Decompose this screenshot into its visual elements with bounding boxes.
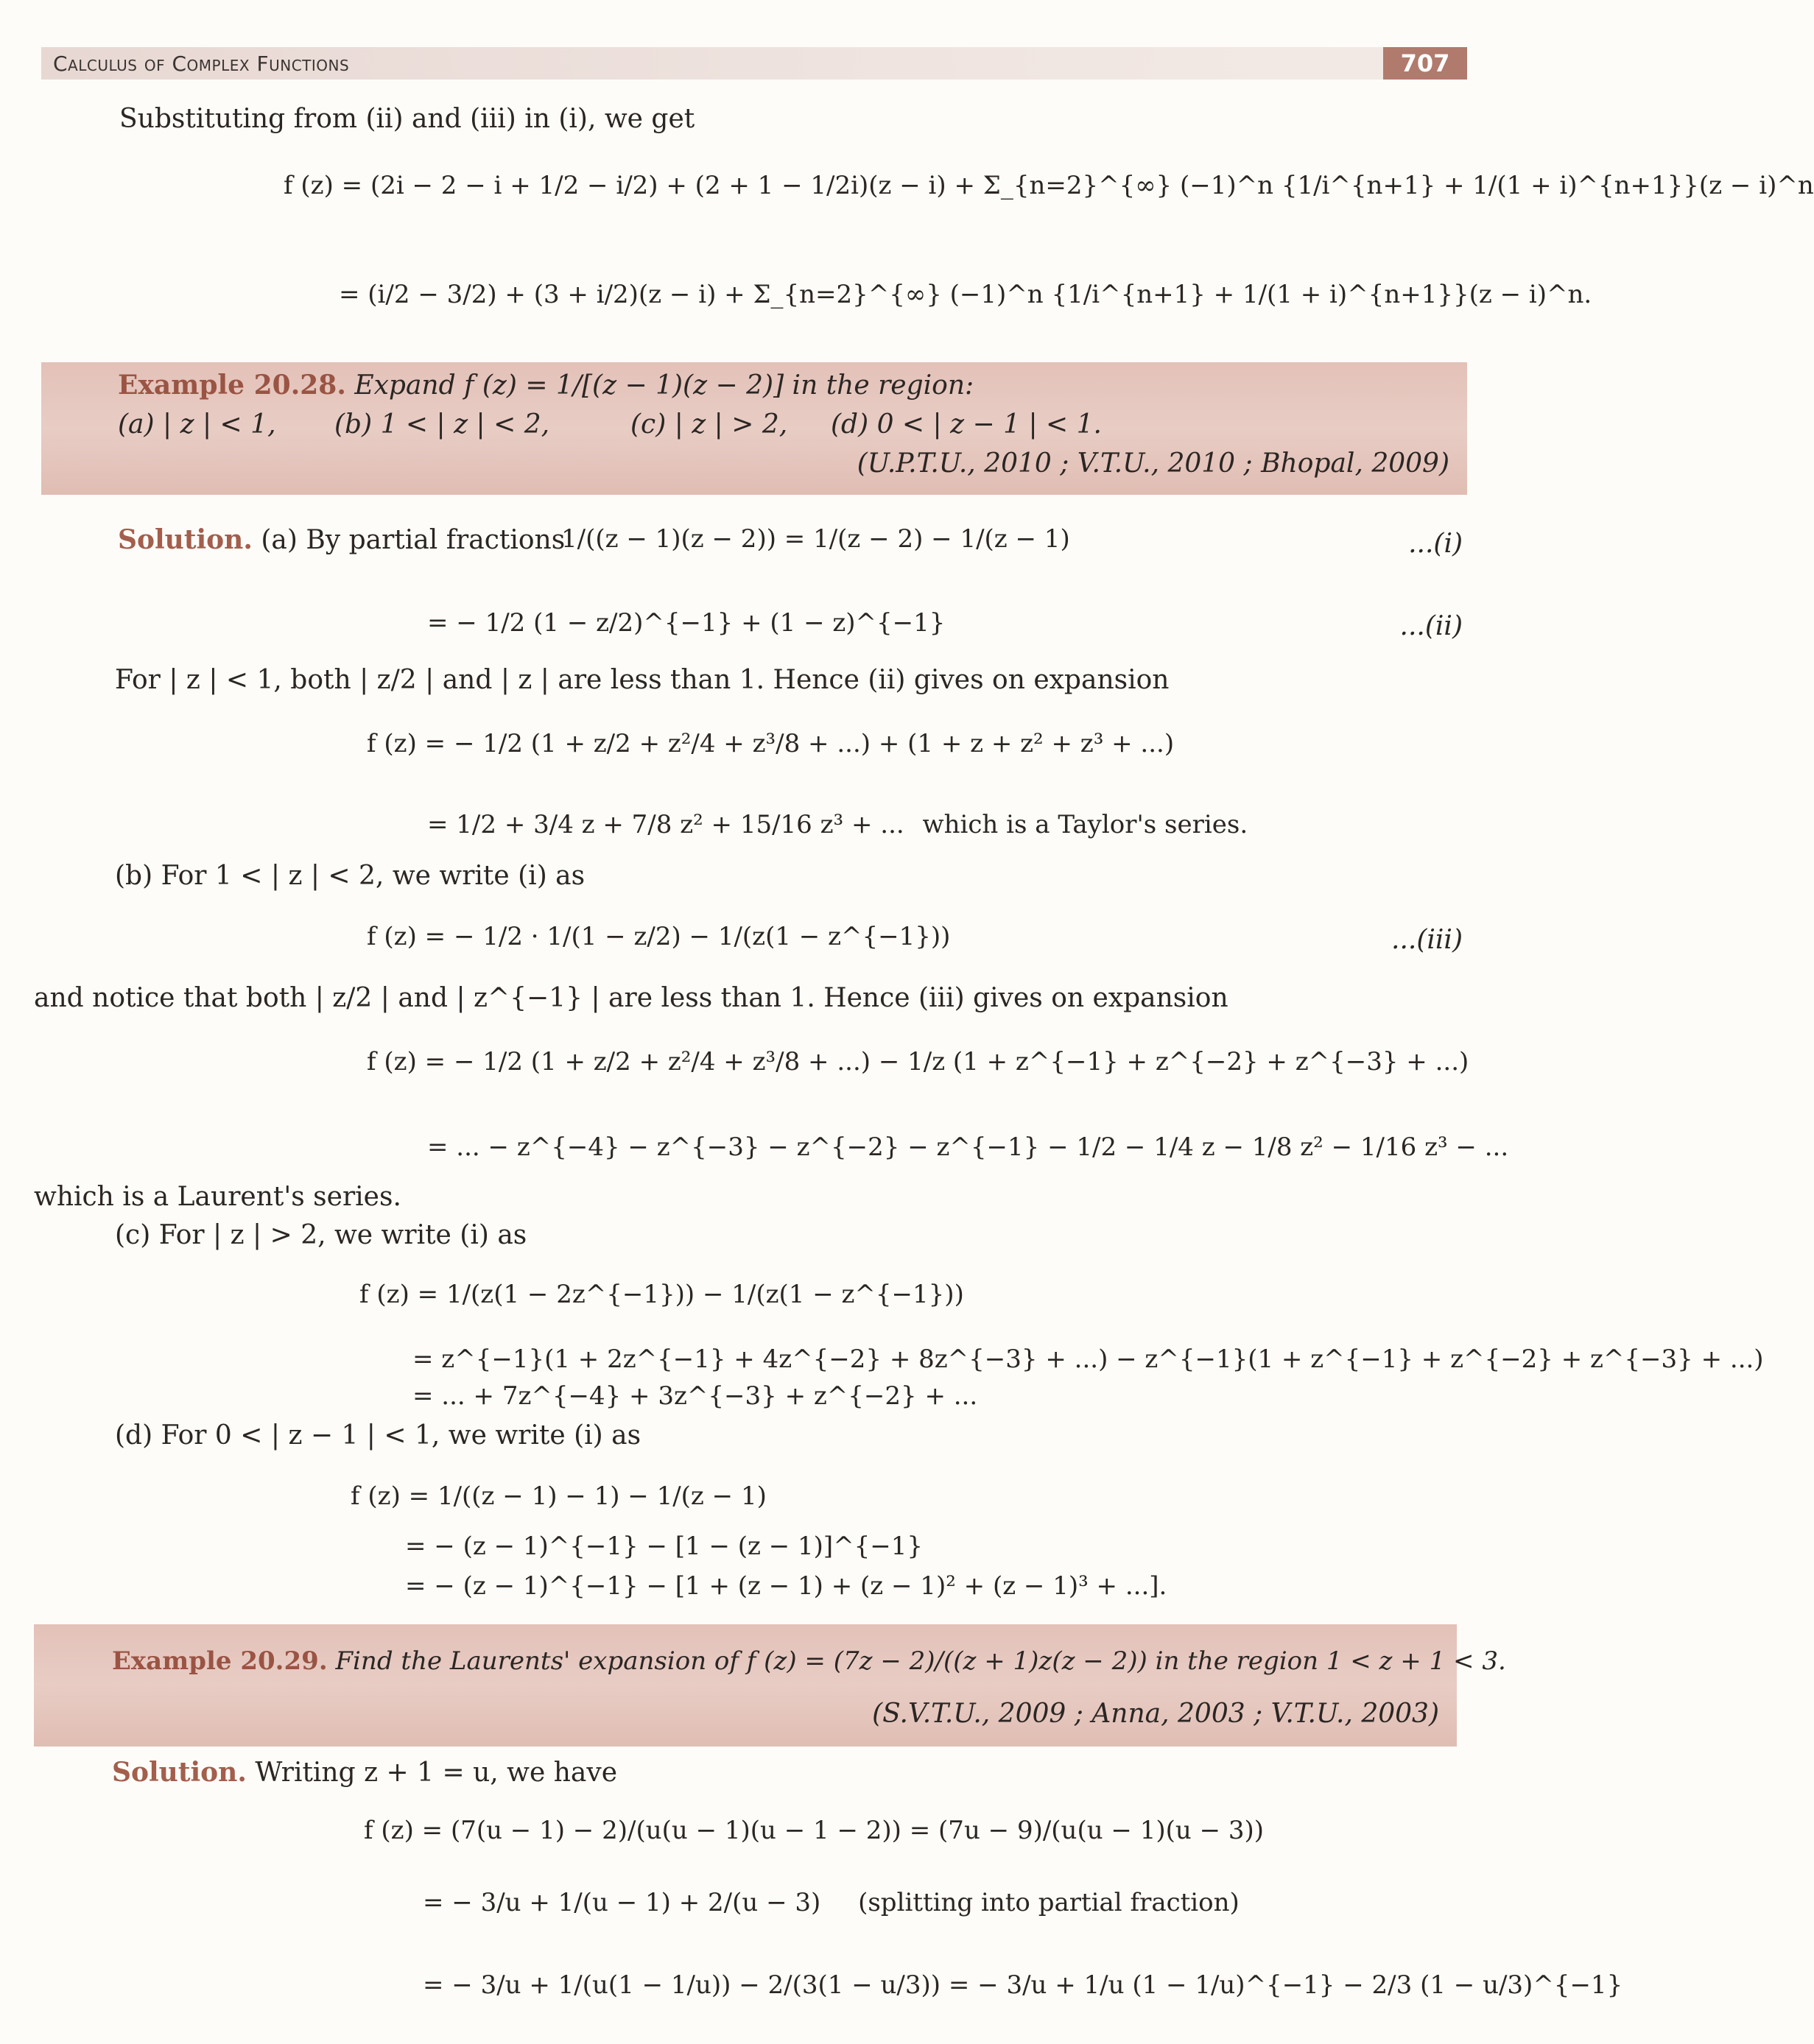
example-20-28-source: (U.P.T.U., 2010 ; V.T.U., 2010 ; Bhopal, 2009) xyxy=(857,448,1449,479)
part-a-series: = 1/2 + 3/4 z + 7/8 z² + 15/16 z³ + ... xyxy=(427,810,904,839)
part-a-condition: For | z | < 1, both | z/2 | and | z | are less than 1. Hence (ii) gives on expansion xyxy=(115,665,1170,695)
intro-text: Substituting from (ii) and (iii) in (i), we get xyxy=(119,104,695,134)
part-a-equation-1: f (z) = − 1/2 (1 + z/2 + z²/4 + z³/8 + ...) + (1 + z + z² + z³ + ...) xyxy=(367,729,1175,758)
part-d-equation-3: = − (z − 1)^{−1} − [1 + (z − 1) + (z − 1)² + (z − 1)³ + ...]. xyxy=(405,1571,1167,1601)
part-b-equation-1: f (z) = − 1/2 (1 + z/2 + z²/4 + z³/8 + ...) − 1/z (1 + z^{−1} + z^{−2} + z^{−3} + ...) xyxy=(367,1047,1469,1076)
part-b-condition: and notice that both | z/2 | and | z^{−1} | are less than 1. Hence (iii) gives on expansion xyxy=(34,983,1228,1013)
example-20-28-part-b: (b) 1 < | z | < 2, xyxy=(334,409,550,440)
equation-tag-ii: ...(ii) xyxy=(1399,611,1463,641)
partial-fraction-equation: = − 3/u + 1/(u − 1) + 2/(u − 3) xyxy=(423,1888,821,1917)
page-number: 707 xyxy=(1383,47,1467,80)
equation-tag-i: ...(i) xyxy=(1408,529,1463,559)
intro-equation-1: f (z) = (2i − 2 − i + 1/2 − i/2) + (2 + 1 − 1/2i)(z − i) + Σ_{n=2}^{∞} (−1)^n {1/i^{n+1} + 1/(1 + i)^{n+1}}(z − i)^n xyxy=(284,171,1814,200)
solution-2029-equation-2 xyxy=(423,1888,1240,1918)
example-20-29-statement: Find the Laurents' expansion of f (z) = (7z − 2)/((z + 1)z(z − 2)) in the region 1 < z + 1 < 3. xyxy=(335,1646,1506,1676)
example-20-28-part-d: (d) 0 < | z − 1 | < 1. xyxy=(831,409,1102,440)
solution-2029-label: Solution. xyxy=(112,1757,247,1788)
part-d-equation-1: f (z) = 1/((z − 1) − 1) − 1/(z − 1) xyxy=(351,1481,767,1511)
example-20-28-part-a: (a) | z | < 1, xyxy=(118,409,276,440)
part-c-equation-2: = z^{−1}(1 + 2z^{−1} + 4z^{−2} + 8z^{−3} + ...) − z^{−1}(1 + z^{−1} + z^{−2} + z^{−3} + ...) xyxy=(412,1345,1764,1374)
part-b-intro: (b) For 1 < | z | < 2, we write (i) as xyxy=(115,861,586,891)
equation-tag-iii: ...(iii) xyxy=(1391,925,1463,955)
example-20-28-box xyxy=(41,362,1467,495)
example-20-29-title: Example 20.29. xyxy=(112,1646,328,1676)
part-d-intro: (d) For 0 < | z − 1 | < 1, we write (i) as xyxy=(115,1420,641,1451)
running-header xyxy=(41,47,1467,80)
part-b-equation-2: = ... − z^{−4} − z^{−3} − z^{−2} − z^{−1} − 1/2 − 1/4 z − 1/8 z² − 1/16 z³ − ... xyxy=(427,1132,1509,1162)
chapter-title: Calculus of Complex Functions xyxy=(53,52,350,76)
equation-i: 1/((z − 1)(z − 2)) = 1/(z − 2) − 1/(z − 1) xyxy=(561,524,1070,554)
partial-fraction-note: (splitting into partial fraction) xyxy=(858,1888,1240,1917)
solution-a-text: (a) By partial fractions xyxy=(261,525,566,555)
part-b-equation: f (z) = − 1/2 · 1/(1 − z/2) − 1/(z(1 − z^{−1})) xyxy=(367,922,951,951)
solution-label: Solution. xyxy=(118,524,253,555)
example-20-28-statement: Expand f (z) = 1/[(z − 1)(z − 2)] in the region: xyxy=(354,370,974,401)
part-c-equation-1: f (z) = 1/(z(1 − 2z^{−1})) − 1/(z(1 − z^{−1})) xyxy=(359,1280,964,1309)
example-20-29-source: (S.V.T.U., 2009 ; Anna, 2003 ; V.T.U., 2003) xyxy=(872,1699,1439,1729)
solution-2029-equation-3: = − 3/u + 1/(u(1 − 1/u)) − 2/(3(1 − u/3)) = − 3/u + 1/u (1 − 1/u)^{−1} − 2/3 (1 − u/3)^{−1} xyxy=(423,1970,1623,2000)
example-20-28-heading xyxy=(118,370,974,401)
part-c-intro: (c) For | z | > 2, we write (i) as xyxy=(115,1220,527,1250)
part-a-series-note: which is a Taylor's series. xyxy=(922,810,1248,839)
example-20-28-part-c: (c) | z | > 2, xyxy=(630,409,788,440)
solution-2029-equation-1: f (z) = (7(u − 1) − 2)/(u(u − 1)(u − 1 − 2)) = (7u − 9)/(u(u − 1)(u − 3)) xyxy=(364,1816,1265,1845)
solution-a-intro xyxy=(118,524,565,556)
example-20-28-title: Example 20.28. xyxy=(118,370,346,401)
intro-equation-2: = (i/2 − 3/2) + (3 + i/2)(z − i) + Σ_{n=2}^{∞} (−1)^n {1/i^{n+1} + 1/(1 + i)^{n+1}}(z − i)^n. xyxy=(339,280,1592,309)
equation-ii: = − 1/2 (1 − z/2)^{−1} + (1 − z)^{−1} xyxy=(427,608,946,638)
solution-2029-text: Writing z + 1 = u, we have xyxy=(255,1758,618,1788)
part-d-equation-2: = − (z − 1)^{−1} − [1 − (z − 1)]^{−1} xyxy=(405,1532,924,1561)
example-20-29-box xyxy=(34,1624,1506,1747)
part-c-equation-3: = ... + 7z^{−4} + 3z^{−3} + z^{−2} + ... xyxy=(412,1381,978,1411)
solution-2029-intro xyxy=(112,1757,617,1788)
example-20-29-heading xyxy=(112,1646,1506,1677)
part-b-conclusion: which is a Laurent's series. xyxy=(34,1182,401,1212)
part-a-equation-2 xyxy=(427,810,1248,840)
